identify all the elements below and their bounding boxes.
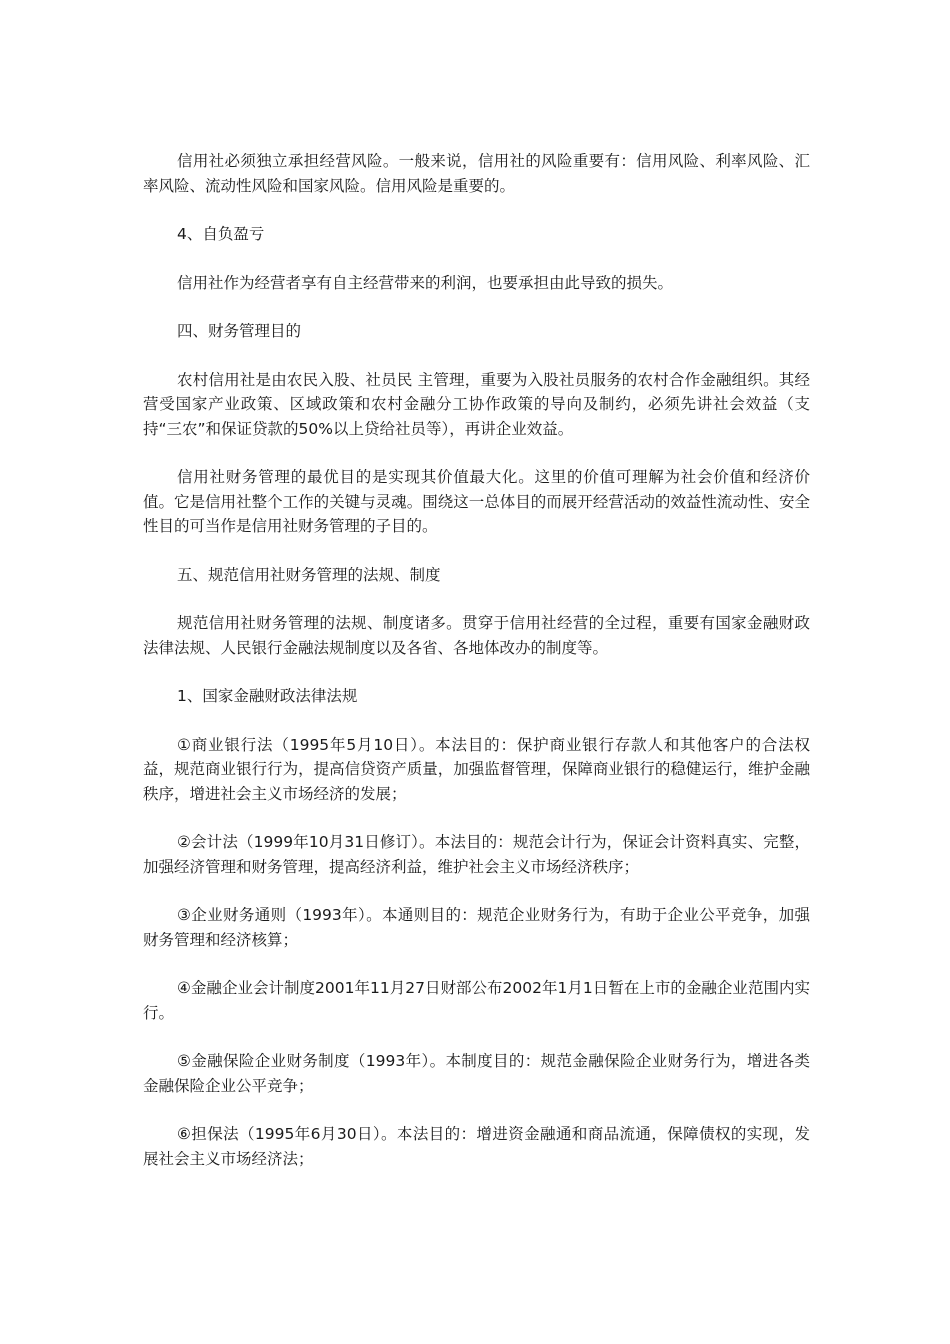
heading-regulations: 五、规范信用社财务管理的法规、制度 bbox=[177, 565, 441, 584]
paragraph-profit-loss: 信用社作为经营者享有自主经营带来的利润，也要承担由此导致的损失。 bbox=[177, 273, 674, 292]
document-body bbox=[143, 149, 810, 1195]
heading-financial-objectives: 四、财务管理目的 bbox=[177, 322, 302, 340]
paragraph-value-maximization: 信用社财务管理的最优目的是实现其价值最大化。这里的价值可理解为社会价值和经济价值。它是信用社整个工作的关键与灵魂。围绕这一总体目的而展开经营活动的效益性流动性、安全性目的可当作是信用社财务管理的子目的。 bbox=[143, 468, 810, 535]
list-item-enterprise-finance-rules: ③企业财务通则（1993年）。本通则目的：规范企业财务行为，有助于企业公平竞争，加强财务管理和经济核算； bbox=[143, 906, 810, 949]
list-item-commercial-bank-law: ①商业银行法（1995年5月10日）。本法目的：保护商业银行存款人和其他客户的合法权益，规范商业银行行为，提高信贷资产质量，加强监督管理，保障商业银行的稳健运行，维护金融秩序，增进社会主义市场经济的发展； bbox=[143, 735, 810, 803]
paragraph-regulations-overview: 规范信用社财务管理的法规、制度诸多。贯穿于信用社经营的全过程，重要有国家金融财政法律法规、人民银行金融法规制度以及各省、各地体改办的制度等。 bbox=[143, 614, 810, 657]
list-item-insurance-finance-system: ⑤金融保险企业财务制度（1993年）。本制度目的：规范金融保险企业财务行为，增进各类金融保险企业公平竞争； bbox=[143, 1052, 810, 1095]
list-item-financial-enterprise-accounting: ④金融企业会计制度2001年11月27日财部公布2002年1月1日暂在上市的金融企业范围内实行。 bbox=[143, 979, 810, 1022]
heading-national-laws: 1、国家金融财政法律法规 bbox=[177, 687, 358, 705]
heading-self-financing: 4、自负盈亏 bbox=[177, 225, 265, 243]
list-item-guarantee-law: ⑥担保法（1995年6月30日）。本法目的：增进资金融通和商品流通，保障债权的实现，发展社会主义市场经济法； bbox=[143, 1125, 810, 1168]
paragraph-risk-bearing: 信用社必须独立承担经营风险。一般来说，信用社的风险重要有：信用风险、利率风险、汇率风险、流动性风险和国家风险。信用风险是重要的。 bbox=[143, 152, 810, 195]
list-item-accounting-law: ②会计法（1999年10月31日修订）。本法目的：规范会计行为，保证会计资料真实、完整，加强经济管理和财务管理，提高经济利益，维护社会主义市场经济秩序； bbox=[143, 833, 810, 876]
paragraph-rural-credit-cooperative: 农村信用社是由农民入股、社员民 主管理，重要为入股社员服务的农村合作金融组织。其经营受国家产业政策、区域政策和农村金融分工协作政策的导向及制约，必须先讲社会效益（支持“三农”和保证贷款的50%以上贷给社员等），再讲企业效益。 bbox=[143, 370, 810, 438]
